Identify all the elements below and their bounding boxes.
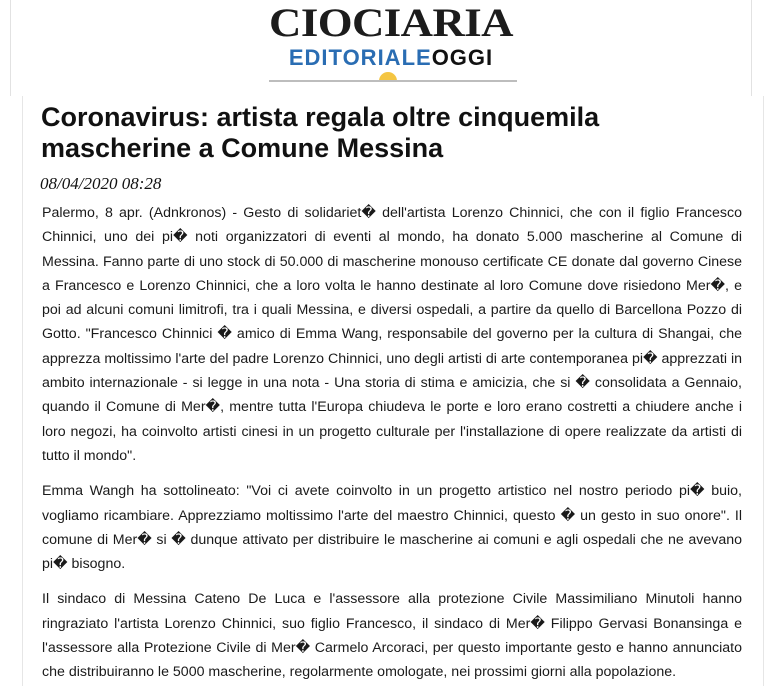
logo-oggi: OGGI [431,45,494,70]
article-body [42,201,742,696]
article-date: 08/04/2020 08:28 [40,174,162,193]
article-title: Coronavirus: artista regala oltre cinquemila mascherine a Comune Messina [41,102,600,163]
site-header [10,0,752,96]
article-paragraph: Emma Wangh ha sottolineato: "Voi ci avete coinvolto in un progetto artistico nel nostro periodo pi� buio, vogliamo ricambiare. Apprezziamo moltissimo l'arte del maestro Chinnici, questo � un gesto in suo onore". Il comune di Mer� si � dunque attivato per distribuire le mascherine ai comuni e agli ospedali che ne avevano pi� bisogno. [42,483,742,573]
logo-editoriale: EDITORIALE [288,45,432,70]
logo-wordmark-top: CIOCIARIA [269,0,513,45]
article-paragraph: Il sindaco di Messina Cateno De Luca e l'assessore alla protezione Civile Massimiliano Minutoli hanno ringraziato l'artista Lorenzo Chinnici, suo figlio Francesco, il sindaco di Mer� Filippo Gervasi Bonansinga e l'assessore alla Protezione Civile di Mer� Carmelo Arcoraci, per questo importante gesto e hanno annunciato che distribuiranno le 5000 mascherine, regolarmente omologate, nei prossimi giorni alla popolazione. [42,591,742,681]
site-logo[interactable] [257,2,525,82]
logo-underline [269,80,517,82]
logo-wordmark-bottom [257,46,525,70]
article-paragraph: Palermo, 8 apr. (Adnkronos) - Gesto di solidariet� dell'artista Lorenzo Chinnici, che con il figlio Francesco Chinnici, uno dei pi� noti organizzatori di eventi al mondo, ha donato 5.000 mascherine al Comune di Messina. Fanno parte di uno stock di 50.000 di mascherine monouso certificate CE donate dal governo Cinese a Francesco e Lorenzo Chinnici, che a loro volta le hanno destinate al loro Comune dove risiedono Mer�, e poi ad alcuni comuni limitrofi, tra i quali Messina, e diversi ospedali, a partire da quello di Barcellona Pozzo di Gotto. "Francesco Chinnici � amico di Emma Wang, responsabile del governo per la cultura di Shangai, che apprezza moltissimo l'arte del padre Lorenzo Chinnici, uno degli artisti di arte contemporanea pi� apprezzati in ambito internazionale - si legge in una nota - Una storia di stima e amicizia, che si � consolidata a Gennaio, quando il Comune di Mer�, mentre tutta l'Europa chiudeva le porte e loro erano costretti a chiudere anche i loro negozi, ha coinvolto artisti cinesi in un progetto culturale per l'installazione di opere realizzate da artisti di tutto il mondo". [42,205,742,464]
